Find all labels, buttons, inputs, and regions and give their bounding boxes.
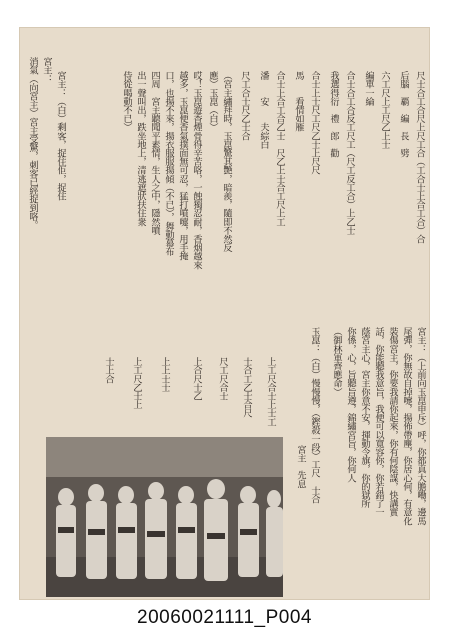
text-column: 出一聲叫出，跌坐地上，清逃遮狀扶住衆 — [135, 71, 146, 226]
text-column: 消氣（向宮主）宮主受驚，刺客已經捉到咯。 — [27, 57, 38, 230]
text-column: 尺士合工合尺上尺工合（工合士上合工合）合 — [414, 71, 425, 244]
text-column: 越多，玉崑便香氣撲面無可忍，猛打噴嚏，用手掩 — [177, 71, 188, 261]
notation-column: 士合工乙士合尺 — [241, 357, 252, 418]
text-column: 蔭宮主心，宮主你意不安，揮動令旗，你的獄所 — [359, 327, 370, 508]
notation-column: 上工尺乙士上 — [131, 357, 142, 409]
text-column: 侍從喝動不已） — [121, 71, 132, 132]
text-column: 六工尺上工尺乙上士 — [379, 71, 390, 149]
text-column: 口，也揚不來，揚衣服服揚傾（不已），舞動幕布 — [163, 71, 174, 256]
text-column: 玉崑：（白）慢慢慢，（鏗殺一段）工尺 士合 — [309, 327, 320, 504]
text-column: 尺工合士尺乙士合 — [239, 71, 250, 140]
text-column: 合士合工合反工尺工（尺工反工合）上乙士 — [344, 71, 355, 235]
text-column: 話，你能聽我意旨，我便可以寬容你，你若錯了一 — [373, 327, 384, 517]
text-column: 哎！玉崑遊香煙骨得辛苦咯，一蝕獨忍耐，香烟越來 — [191, 71, 202, 269]
text-column: 我選得衍 禮 郎 勸 — [328, 71, 339, 158]
text-column: 你係，心，旨聽旨遵，錦繡宮旨，你何人 — [345, 327, 356, 482]
text-column: 合士上士尺工尺乙士上尺尺 — [309, 71, 320, 175]
text-column: 馬 看情如雁 — [293, 71, 304, 132]
text-column: 四周 宮主聽聞平素情，生人之中，隱然噴 — [149, 71, 160, 235]
notation-column: 上合尺士乙 — [191, 357, 202, 401]
text-column: 潘 安 夫綜白 — [258, 71, 269, 149]
text-column: 裝傷宮主，你要我請你起來，你有何陰謀，快講實 — [387, 327, 398, 517]
notation-column: 上上士士 — [159, 357, 170, 392]
notation-column: 士上合 — [103, 357, 114, 383]
text-column: 宮主：（白）剩客，捉住佢，捉住 — [55, 71, 66, 201]
image-id-caption: 20060021111_P004 — [137, 607, 312, 628]
notation-column: 上工尺合士上士工 — [265, 357, 276, 426]
text-column: 后腦 覇 編 長 劈 — [398, 71, 409, 166]
text-column: 編單一綸 — [363, 71, 374, 115]
text-column: 尾彈，你無故自掉嚏，揚佈帶塵，你居心何，有意化 — [401, 327, 412, 525]
text-column: 應）玉崑（白） — [207, 71, 218, 132]
notation-column: 尺工尺合士 — [217, 357, 228, 401]
text-column: 宮主：（上前向玉崑申斥）呼，你都真大膽嘞，邊馬 — [415, 327, 426, 525]
text-column: （御林軍齊應命） — [331, 327, 342, 396]
text-column: 宮主 先息 — [295, 419, 306, 488]
photo-figures — [46, 437, 283, 597]
document-page — [19, 27, 430, 600]
text-column: 宮主： — [41, 57, 52, 83]
text-column: 合士上合工合乙士 尺乙上士合工尺上工 — [274, 71, 285, 226]
stage-photograph — [46, 437, 283, 597]
text-column: （宮主繡拜時，玉崑驚其艷，暗羨，隨即不然反 — [221, 71, 232, 252]
